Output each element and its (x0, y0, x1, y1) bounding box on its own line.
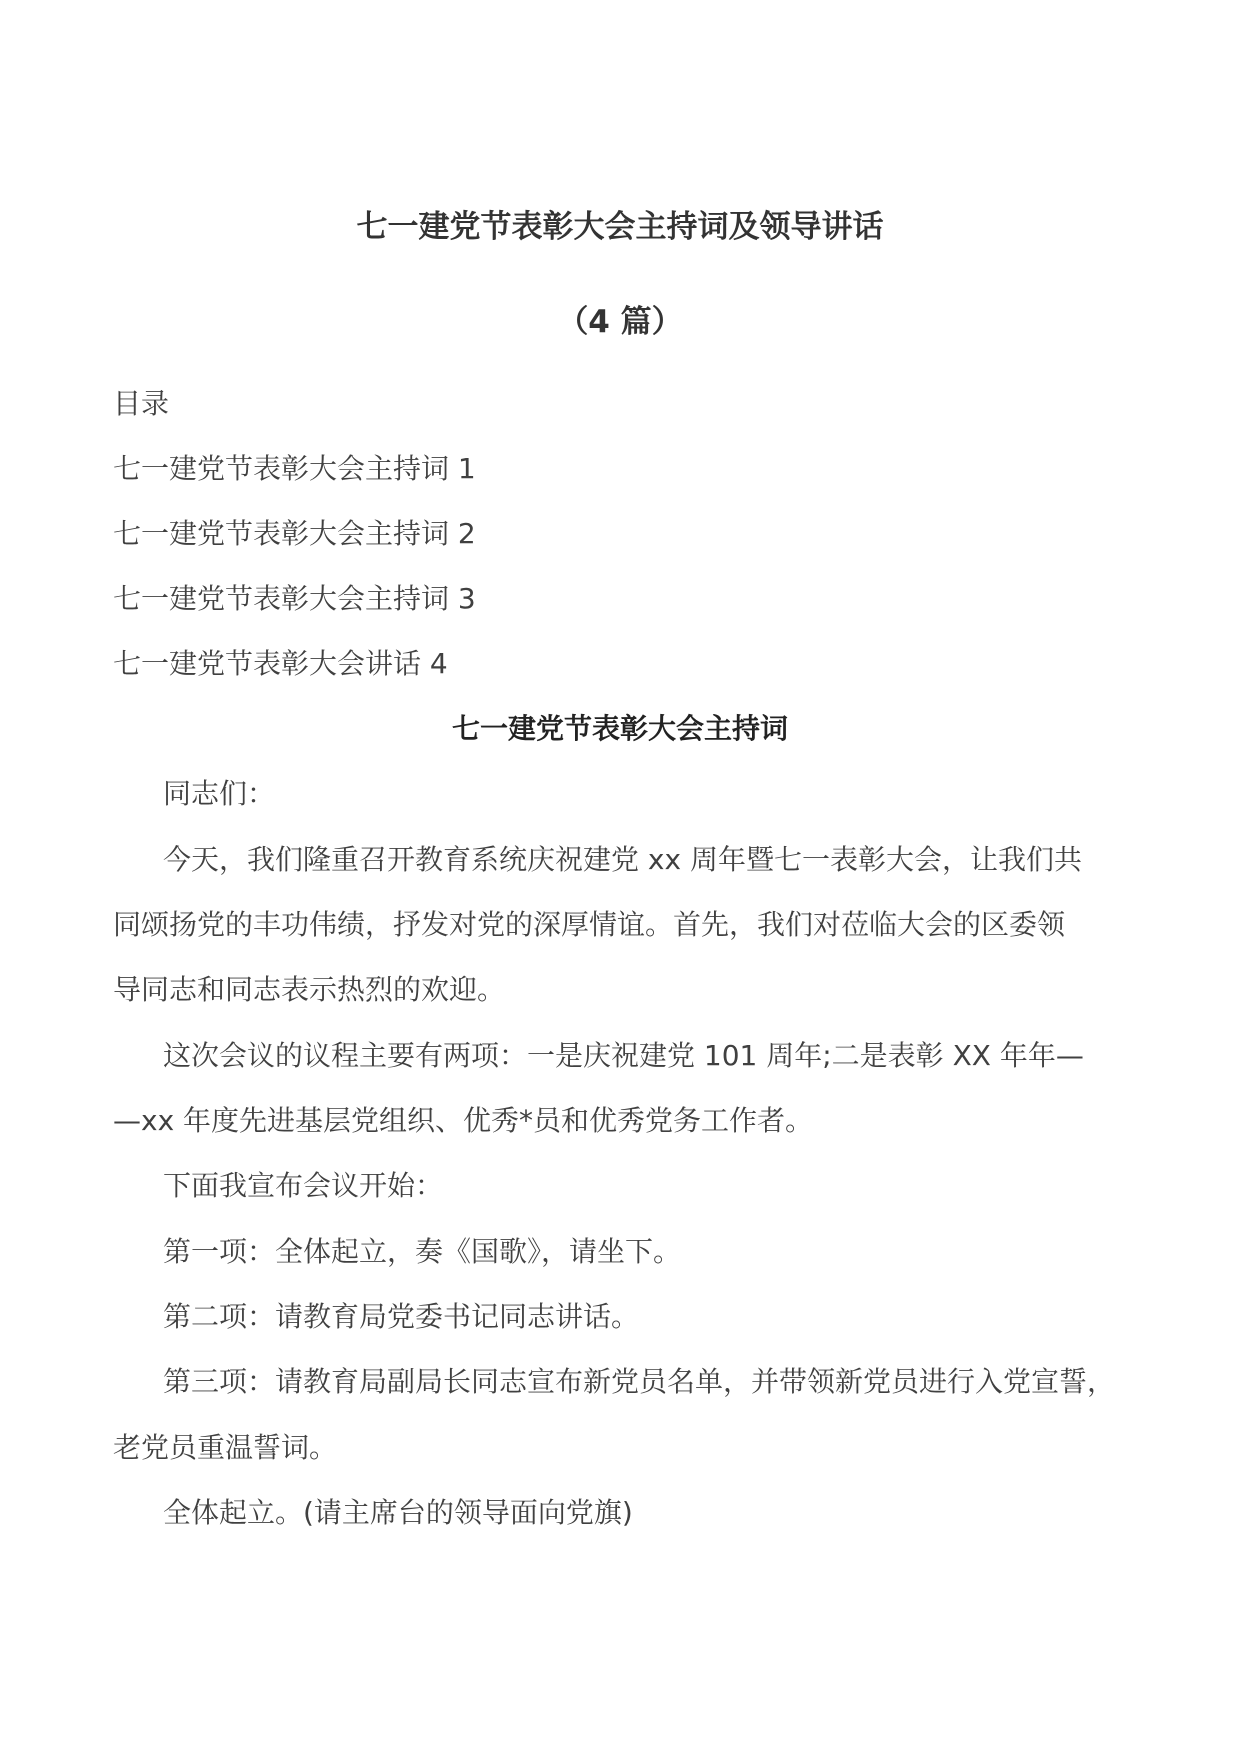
toc-item[interactable]: 七一建党节表彰大会主持词 2 (113, 517, 476, 550)
document-title: 七一建党节表彰大会主持词及领导讲话 (356, 209, 884, 245)
paragraph-line: 第三项：请教育局副局长同志宣布新党员名单，并带领新党员进行入党宣誓， (163, 1365, 1116, 1398)
section-heading: 七一建党节表彰大会主持词 (451, 712, 788, 745)
paragraph-line: 全体起立。(请主席台的领导面向党旗) (163, 1496, 633, 1529)
toc-item[interactable]: 七一建党节表彰大会主持词 1 (113, 452, 476, 485)
paragraph-line: 今天，我们隆重召开教育系统庆祝建党 xx 周年暨七一表彰大会，让我们共 (163, 843, 1082, 876)
toc-item[interactable]: 七一建党节表彰大会讲话 4 (113, 647, 448, 680)
toc-heading: 目录 (113, 387, 170, 420)
paragraph-line: 同颂扬党的丰功伟绩，抒发对党的深厚情谊。首先，我们对莅临大会的区委领 (113, 908, 1066, 941)
toc-item[interactable]: 七一建党节表彰大会主持词 3 (113, 582, 476, 615)
paragraph-line: 第一项：全体起立，奏《国歌》，请坐下。 (163, 1235, 682, 1268)
paragraph-line: 导同志和同志表示热烈的欢迎。 (113, 973, 506, 1006)
paragraph-line: —xx 年度先进基层党组织、优秀*员和优秀党务工作者。 (113, 1104, 814, 1137)
paragraph-line: 下面我宣布会议开始： (163, 1169, 444, 1202)
paragraph-line: 这次会议的议程主要有两项：一是庆祝建党 101 周年;二是表彰 XX 年年— (163, 1039, 1084, 1072)
paragraph-line: 同志们： (163, 777, 276, 810)
paragraph-line: 第二项：请教育局党委书记同志讲话。 (163, 1300, 640, 1333)
document-subtitle: （4 篇） (557, 304, 683, 340)
paragraph-line: 老党员重温誓词。 (113, 1431, 338, 1464)
